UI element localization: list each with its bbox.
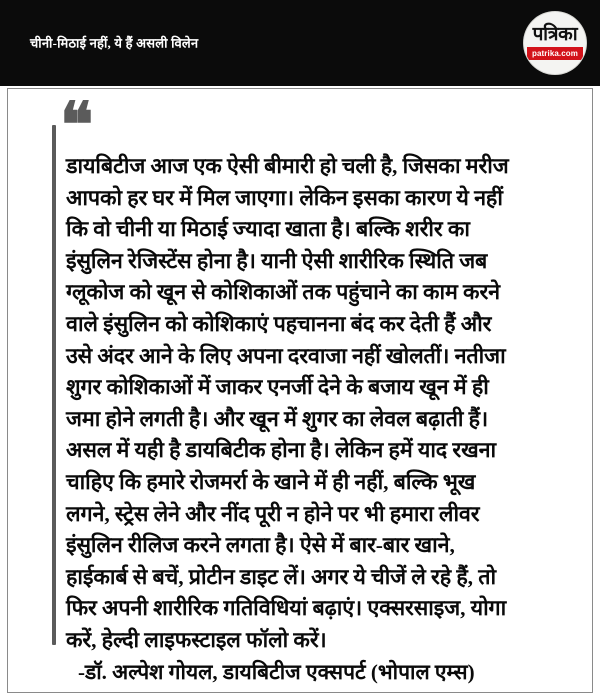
quote-line: उसे अंदर आने के लिए अपना दरवाजा नहीं खोलतीं। नतीजा [66,343,506,368]
patrika-logo [524,12,586,74]
patrika-url-ribbon [527,47,583,60]
quote-line: लगने, स्ट्रेस लेने और नींद पूरी न होने पर भी हमारा लीवर [66,501,480,526]
quote-line: इंसुलिन रीलिज करने लगता है। ऐसे में बार-बार खाने, [66,533,455,558]
quote-attribution: -डॉ. अल्पेश गोयल, डायबिटीज एक्सपर्ट (भोपाल एम्स) [78,660,475,684]
quote-line: फिर अपनी शारीरिक गतिविधियां बढ़ाएं। एक्सरसाइज, योगा [66,596,507,621]
open-quote-icon: ❝ [60,92,92,160]
quote-line: हाईकार्ब से बचें, प्रोटीन डाइट लें। अगर ये चीजें ले रहे हैं, तो [66,564,496,589]
header-bar [0,0,600,86]
quote-line: करें, हेल्दी लाइफस्टाइल फॉलो करें। [66,627,327,652]
quote-line: आपको हर घर में मिल जाएगा। लेकिन इसका कारण ये नहीं [66,185,503,210]
quote-line: कि वो चीनी या मिठाई ज्यादा खाता है। बल्कि शरीर का [66,217,470,242]
quote-line: जमा होने लगती है। और खून में शुगर का लेवल बढ़ाती हैं। [66,406,489,431]
patrika-wordmark: पत्रिका [532,24,578,45]
quote-content-panel [7,88,593,693]
quote-line: असल में यही है डायबिटीक होना है। लेकिन हमें याद रखना [66,438,496,463]
quote-line: इंसुलिन रेजिस्टेंस होना है। यानी ऐसी शारीरिक स्थिति जब [66,248,488,273]
page-title: चीनी-मिठाई नहीं, ये हैं असली विलेन [30,35,199,51]
patrika-url-text: patrika.com [531,49,578,58]
quote-body-text [66,151,582,657]
quote-accent-rule [52,125,56,645]
quote-line: वाले इंसुलिन को कोशिकाएं पहचानना बंद कर देती हैं और [66,311,492,336]
quote-line: चाहिए कि हमारे रोजमर्रा के खाने में ही नहीं, बल्कि भूख [66,469,476,494]
quote-line: शुगर कोशिकाओं में जाकर एनर्जी देने के बजाय खून में ही [66,375,489,400]
quote-line: डायबिटीज आज एक ऐसी बीमारी हो चली है, जिसका मरीज [66,154,509,178]
quote-line: ग्लूकोज को खून से कोशिकाओं तक पहुंचाने का काम करने [66,280,500,305]
